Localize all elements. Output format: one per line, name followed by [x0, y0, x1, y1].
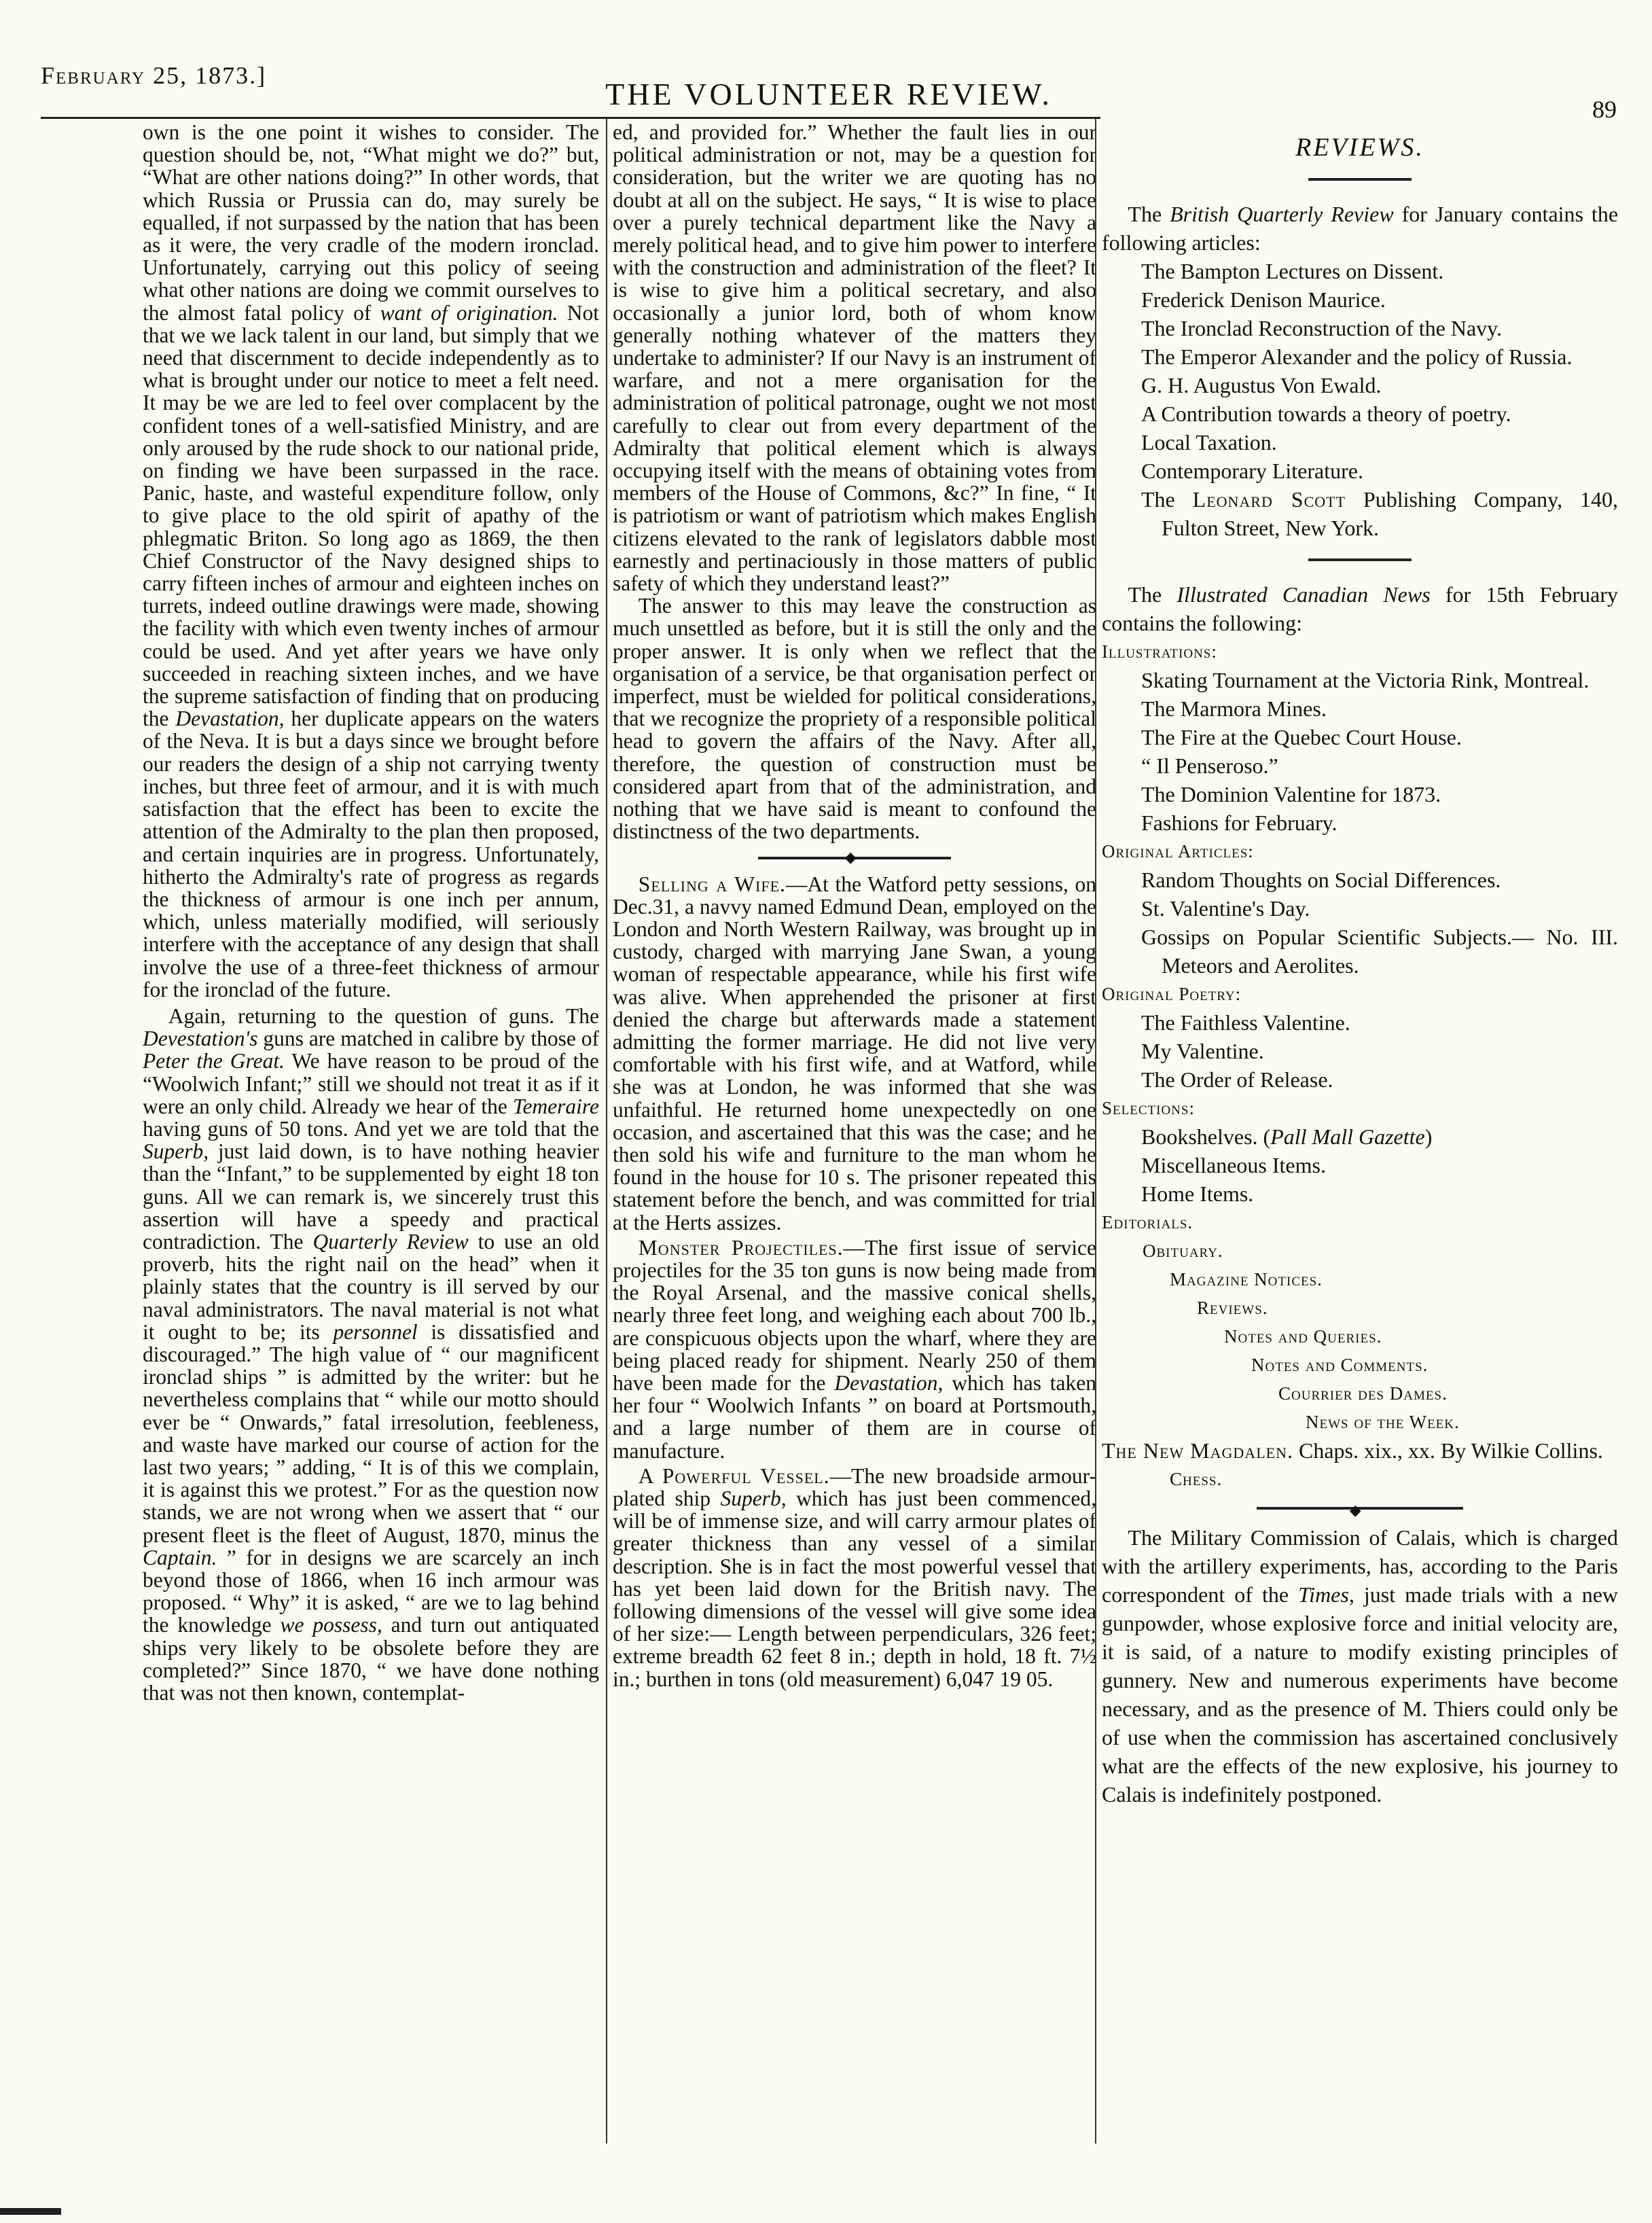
calais-article: The Military Commission of Calais, which is charged with the artillery experiments, has, according to the Paris correspondent of the Times, just made trials with a new gunpowder, whose explosive force and initial velocity are, it is said, of a nature to modify existing principles of gunnery. New and numerous experiments have become necessary, and as the presence of M. Thiers could only be of use when the commission has ascertained conclusively what are the effects of the new explosive, his journey to Calais is indefinitely postponed. [1102, 1525, 1618, 1807]
list-item: Miscellaneous Items. [1141, 1153, 1326, 1177]
column-2 [613, 121, 1096, 2132]
british-quarterly-intro: The British Quarterly Review for January contains the following articles: [1102, 202, 1618, 255]
issue-date: February 25, 1873.] [41, 62, 267, 89]
publication-title: THE VOLUNTEER REVIEW. [605, 77, 1052, 111]
list-item: Bookshelves. (Pall Mall Gazette) [1141, 1124, 1433, 1149]
chess-item: Chess. [1170, 1469, 1223, 1489]
magazine-notices-item: Magazine Notices. [1170, 1269, 1323, 1290]
list-item: The Ironclad Reconstruction of the Navy. [1141, 316, 1503, 340]
column-3 [1102, 121, 1618, 2159]
list-item: The Bampton Lectures on Dissent. [1141, 259, 1444, 283]
list-item: The Faithless Valentine. [1141, 1010, 1350, 1035]
list-item: The Fire at the Quebec Court House. [1141, 725, 1462, 749]
list-item: The Order of Release. [1141, 1067, 1333, 1092]
page-corner-mark [0, 2208, 61, 2215]
selling-wife-article: Selling a Wife.—At the Watford petty sessions, on Dec.31, a navvy named Edmund Dean, employed on the London and North Western Railway, was brought up in custody, charged with marrying Jane Swan, a young woman of respectable appearance, while his first wife was alive. When apprehended the prisoner at first denied the charge but afterwards made a statement admitting the former marriage. He did not live very comfortable with his first wife, and at Watford, while she was at London, he was informed that she was unfaithful. He returned home unexpectedly on one occasion, and ascertained that this was the case; and he then sold his wife and furniture to the man whom he found in the house for 10 s. The prisoner repeated this statement before the bench, and was committed for trial at the Herts assizes. [613, 872, 1096, 1234]
new-magdalen-item: The New Magdalen. Chaps. xix., xx. By Wilkie Collins. [1102, 1438, 1603, 1463]
list-item: Contemporary Literature. [1141, 459, 1363, 483]
list-item: The Dominion Valentine for 1873. [1141, 782, 1441, 806]
british-quarterly-contents [1102, 257, 1618, 485]
news-week-item: News of the Week. [1306, 1412, 1460, 1432]
list-item: Gossips on Popular Scientific Subjects.— No. III. Meteors and Aerolites. [1141, 925, 1618, 978]
original-articles-list [1102, 866, 1618, 980]
publisher-line: The Leonard Scott Publishing Company, 140, Fulton Street, New York. [1141, 487, 1618, 540]
original-poetry-heading: Original Poetry: [1102, 984, 1242, 1004]
selections-heading: Selections: [1102, 1098, 1195, 1118]
list-item: Skating Tournament at the Victoria Rink, Montreal. [1141, 668, 1590, 692]
notes-comments-item: Notes and Comments. [1251, 1355, 1429, 1375]
selling-wife-heading: Selling a Wife. [638, 872, 786, 896]
article-answer-paragraph: The answer to this may leave the construction as much unsettled as before, but it is still the only and the proper answer. It is only when we reflect that the organisation of a service, be that organisation perfect or imperfect, must be wielded for political considerations, that we recognize the propriety of a responsible political head to govern the affairs of the Navy. After all, therefore, the question of construction must be considered apart from that of the administration, and nothing that we have said is meant to confound the distinctness of the two departments. [613, 594, 1096, 844]
editorials-item: Editorials. [1102, 1212, 1193, 1232]
powerful-vessel-article: A Powerful Vessel.—The new broadside armour-plated ship Superb, which has just been commenced, will be of immense size, and will carry armour plates of greater thickness than any vessel of a similar description. She is in fact the most powerful vessel that has yet been laid down for the British navy. The following dimensions of the vessel will give some idea of her size:— Length between perpendiculars, 326 feet; extreme breadth 62 feet 8 in.; depth in hold, 18 ft. 7½ in.; burthen in tons (old measurement) 6,047 19 05. [613, 1463, 1096, 1691]
page-header [41, 48, 1617, 123]
page-number: 89 [1592, 96, 1617, 123]
list-item: Frederick Denison Maurice. [1141, 287, 1386, 312]
list-item: My Valentine. [1141, 1039, 1264, 1063]
list-item: Local Taxation. [1141, 430, 1277, 455]
list-item: St. Valentine's Day. [1141, 896, 1310, 921]
list-item: “ Il Penseroso.” [1141, 753, 1278, 778]
divider [1308, 178, 1412, 181]
column-1 [143, 121, 599, 2132]
divider [1308, 558, 1412, 561]
list-item: G. H. Augustus Von Ewald. [1141, 373, 1382, 397]
courrier-item: Courrier des Dames. [1278, 1383, 1448, 1404]
list-item: Random Thoughts on Social Differences. [1141, 868, 1501, 892]
list-item: The Marmora Mines. [1141, 696, 1327, 721]
list-item: Fashions for February. [1141, 811, 1337, 835]
reviews-heading: REVIEWS. [1295, 133, 1424, 162]
obituary-item: Obituary. [1143, 1241, 1223, 1261]
list-item: The Emperor Alexander and the policy of Russia. [1141, 344, 1573, 369]
column-divider-1 [606, 119, 607, 2144]
ornament-divider [1257, 1507, 1463, 1510]
illustrated-news-intro: The Illustrated Canadian News for 15th February contains the following: [1102, 582, 1618, 635]
article-armour-paragraph: own is the one point it wishes to consider. The question should be, not, “What might we do?” but, “What are other nations doing?” In other words, that which Russia or Prussia can do, may surely be equalled, if not surpassed by the nation that has been as it were, the very cradle of the modern ironclad. Unfortunately, carrying out this policy of seeing what other nations are doing we commit ourselves to the almost fatal policy of want of origination. Not that we we lack talent in our land, but simply that we need that discernment to decide independently as to what is brought under our notice to meet a felt need. It may be we are led to feel over complacent by the confident tones of a well-satisfied Ministry, and are only aroused by the rude shock to our national pride, on finding we have been surpassed in the race. Panic, haste, and wasteful expenditure follow, only to give place to the old spirit of apathy of the phlegmatic Briton. So long ago as 1869, the then Chief Constructor of the Navy designed ships to carry fifteen inches of armour and eighteen inches on turrets, indeed outline drawings were made, showing the facility with which even twenty inches of armour could be used. And yet after years we have only succeeded in reaching sixteen inches, and we have the supreme satisfaction of finding that on producing the Devastation, her duplicate appears on the waters of the Neva. It is but a days since we brought before our readers the design of a ship not carrying twenty inches, but three feet of armour, and it is with much satisfaction that the effect has been to excite the attention of the Admiralty to the plan then proposed, and certain inquiries are in progress. Unfortunately, hitherto the Admiralty's rate of progress as regards the thickness of armour is one inch per annum, which, unless materially modified, will seriously interfere with the acceptance of any design that shall involve the use of a three-feet thickness of armour for the ironclad of the future. [143, 121, 599, 1001]
illustrations-list [1102, 666, 1618, 837]
list-item: A Contribution towards a theory of poetry. [1141, 402, 1511, 426]
ornament-divider [758, 857, 952, 859]
article-admin-paragraph: ed, and provided for.” Whether the fault lies in our political administration or not, may be a question for consideration, but the writer we are quoting has no doubt at all on the subject. He says, “ It is wise to place over a purely technical department like the Navy a merely political head, and to give him power to interfere with the construction and administration of the fleet? It is wise to give him a political secretary, and also occasionally a junior lord, both of whom know generally nothing whatever of the matters they undertake to administer? If our Navy is an instrument of warfare, and not a mere organisation for the administration of political patronage, ought we not most carefully to clear out from every department of the Admiralty that political element which is always occupying itself with the means of obtaining votes from members of the House of Commons, &c?” In fine, “ It is patriotism or want of patriotism which makes English citizens elevated to the rank of legislators dabble most earnestly and pertinaciously in those matters of public safety of which they understand least?” [613, 121, 1096, 596]
reviews-item: Reviews. [1197, 1298, 1268, 1318]
monster-projectiles-article: Monster Projectiles.—The first issue of service projectiles for the 35 ton guns is now being made from the Royal Arsenal, and the massive conical shells, nearly three feet long, and weighing each about 700 lb., are conspicuous objects upon the wharf, where they are being placed ready for shipment. Nearly 250 of them have been made for the Devastation, which has taken her four “ Woolwich Infants ” on board at Portsmouth, and a large number of them are in course of manufacture. [613, 1235, 1096, 1463]
original-articles-heading: Original Articles: [1102, 841, 1254, 861]
monster-projectiles-heading: Monster Projectiles. [638, 1235, 844, 1260]
article-guns-paragraph: Again, returning to the question of guns. The Devestation's guns are matched in calibre by those of Peter the Great. We have reason to be proud of the “Woolwich Infant;” still we should not treat it as if it were an only child. Already we hear of the Temeraire having guns of 50 tons. And yet we are told that the Superb, just laid down, is to have nothing heavier than the “Infant,” to be supplemented by eight 18 ton guns. All we can remark is, we sincerely trust this assertion will have a speedy and practical contradiction. The Quarterly Review to use an old proverb, hits the right nail on the head” when it plainly states that the country is ill served by our naval administrators. The naval material is not what it ought to be; its personnel is dissatisfied and discouraged.” The high value of “ our magnificent ironclad ships ” is admitted by the writer: but he nevertheless complains that “ while our motto should ever be “ Onwards,” fatal irresolution, feebleness, and waste have marked our course of action for the last two years; ” adding, “ It is of this we complain, it is against this we protest.” For as the question now stands, we are not wrong when we assert that “ our present fleet is the fleet of August, 1870, minus the Captain. ” for in designs we are scarcely an inch beyond those of 1866, when 16 inch armour was proposed. “ Why” it is asked, “ are we to lag behind the knowledge we possess, and turn out antiquated ships very likely to be obsolete before they are completed?” Since 1870, “ we have done nothing that was not then known, contemplat- [143, 1003, 599, 1705]
original-poetry-list [1102, 1008, 1618, 1094]
header-rule [41, 117, 1100, 119]
selections-list [1102, 1122, 1618, 1208]
list-item: Home Items. [1141, 1181, 1254, 1206]
notes-queries-item: Notes and Queries. [1224, 1326, 1382, 1347]
column-divider-2 [1095, 119, 1096, 2144]
illustrations-heading: Illustrations: [1102, 641, 1217, 662]
powerful-vessel-heading: A Powerful Vessel. [638, 1463, 830, 1488]
